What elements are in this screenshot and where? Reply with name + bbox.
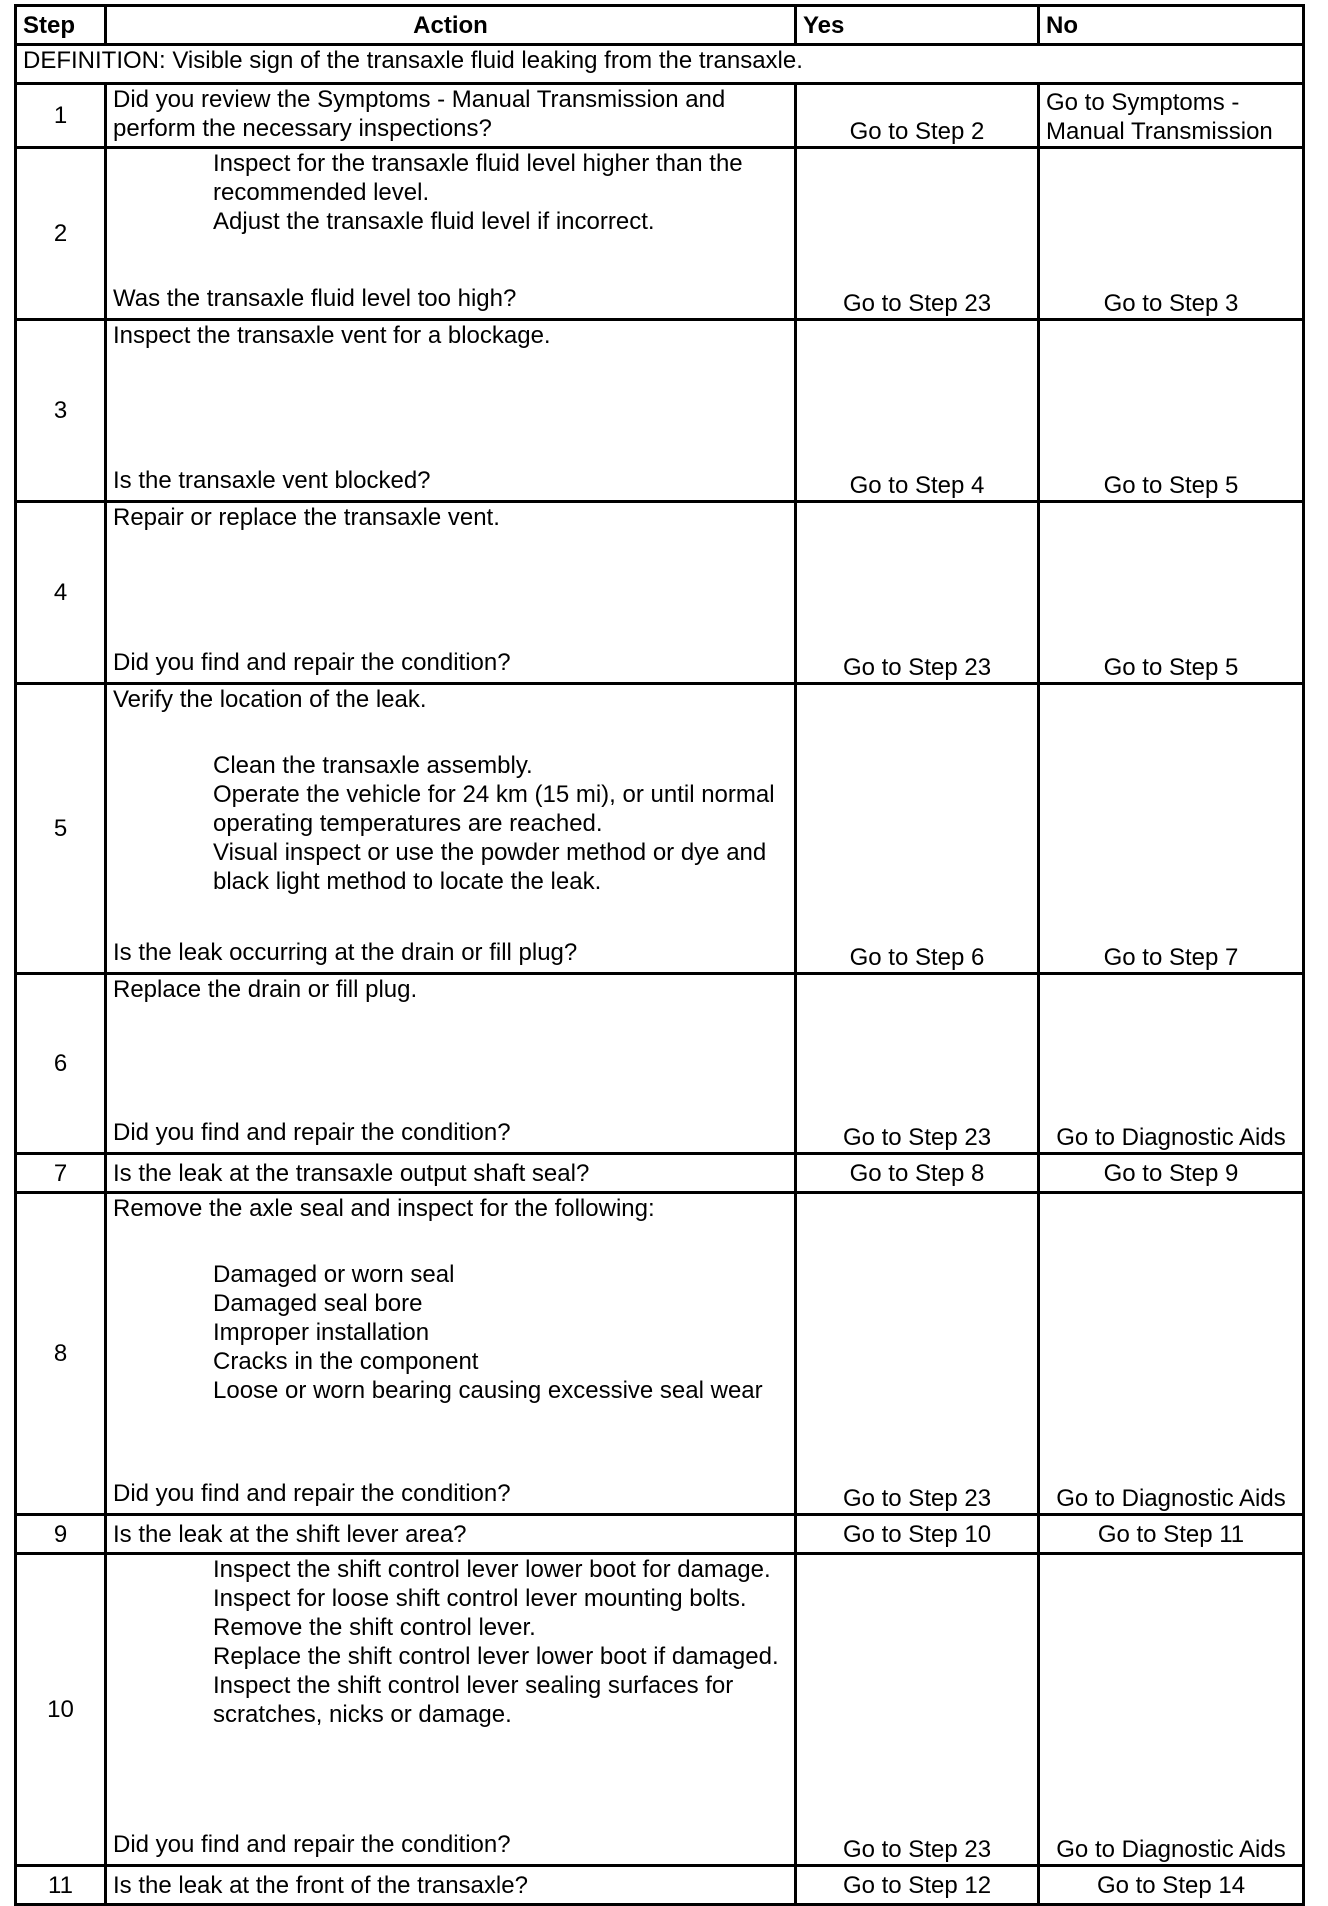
header-no: No: [1039, 6, 1304, 45]
definition-row: [16, 45, 1304, 84]
action-question: Is the leak at the front of the transaxle?: [106, 1866, 796, 1905]
action-cell: [106, 148, 796, 320]
no-cell: Go to Step 3: [1039, 148, 1304, 320]
action-question: Is the leak at the transaxle output shaft seal?: [106, 1154, 796, 1193]
action-item: Damaged or worn seal: [213, 1261, 455, 1288]
no-cell: Go to Step 9: [1039, 1154, 1304, 1193]
action-intro: Verify the location of the leak.: [113, 686, 427, 713]
yes-cell: Go to Step 10: [796, 1515, 1039, 1554]
no-cell: Go to Step 14: [1039, 1866, 1304, 1905]
step-number: 1: [16, 84, 106, 148]
no-cell: Go to Step 7: [1039, 684, 1304, 974]
definition-text: DEFINITION: Visible sign of the transaxle fluid leaking from the transaxle.: [16, 45, 1304, 84]
step-number: 7: [16, 1154, 106, 1193]
yes-cell: Go to Step 6: [796, 684, 1039, 974]
step-number: 10: [16, 1554, 106, 1866]
no-cell: Go to Diagnostic Aids: [1039, 974, 1304, 1154]
action-question: Is the leak occurring at the drain or fill plug?: [113, 939, 578, 966]
step-number: 3: [16, 320, 106, 502]
no-cell: Go to Step 5: [1039, 502, 1304, 684]
action-intro: Repair or replace the transaxle vent.: [113, 504, 500, 531]
yes-cell: Go to Step 23: [796, 502, 1039, 684]
action-item: Replace the shift control lever lower boot if damaged.: [213, 1643, 779, 1670]
step-number: 2: [16, 148, 106, 320]
header-step: Step: [16, 6, 106, 45]
yes-cell: Go to Step 23: [796, 148, 1039, 320]
action-question: Did you find and repair the condition?: [113, 1119, 511, 1146]
action-cell: [106, 320, 796, 502]
action-question: Did you find and repair the condition?: [113, 649, 511, 676]
step-number: 8: [16, 1193, 106, 1515]
action-cell: [106, 1554, 796, 1866]
no-cell: Go to Diagnostic Aids: [1039, 1193, 1304, 1515]
yes-cell: Go to Step 12: [796, 1866, 1039, 1905]
diagnostic-table: [14, 4, 1305, 1906]
action-cell: [106, 1193, 796, 1515]
step-number: 11: [16, 1866, 106, 1905]
action-cell: Did you review the Symptoms - Manual Transmission and perform the necessary inspections?: [106, 84, 796, 148]
table-row: [16, 1154, 1304, 1193]
table-row: [16, 320, 1304, 502]
header-action: Action: [106, 6, 796, 45]
yes-cell: Go to Step 4: [796, 320, 1039, 502]
action-item: Inspect for the transaxle fluid level higher than the recommended level.: [213, 150, 743, 206]
action-cell: [106, 974, 796, 1154]
yes-cell: Go to Step 23: [796, 1193, 1039, 1515]
yes-cell: Go to Step 8: [796, 1154, 1039, 1193]
table-row: [16, 974, 1304, 1154]
action-cell: [106, 684, 796, 974]
action-item: Adjust the transaxle fluid level if incorrect.: [213, 208, 655, 235]
yes-cell: Go to Step 23: [796, 1554, 1039, 1866]
table-row: [16, 1515, 1304, 1554]
header-yes: Yes: [796, 6, 1039, 45]
table-row: [16, 148, 1304, 320]
action-item: Operate the vehicle for 24 km (15 mi), or until normal operating temperatures are reached.: [213, 781, 775, 837]
no-cell: Go to Symptoms - Manual Transmission: [1039, 84, 1304, 148]
action-cell: [106, 502, 796, 684]
yes-cell: Go to Step 2: [796, 84, 1039, 148]
action-item: Damaged seal bore: [213, 1290, 423, 1317]
action-item: Remove the shift control lever.: [213, 1614, 536, 1641]
action-item: Inspect for loose shift control lever mounting bolts.: [213, 1585, 747, 1612]
header-row: [16, 6, 1304, 45]
action-item: Improper installation: [213, 1319, 430, 1346]
action-question: Did you find and repair the condition?: [113, 1831, 511, 1858]
no-cell: Go to Step 5: [1039, 320, 1304, 502]
action-question: Is the leak at the shift lever area?: [106, 1515, 796, 1554]
action-intro: Inspect the transaxle vent for a blockage.: [113, 322, 551, 349]
no-cell: Go to Step 11: [1039, 1515, 1304, 1554]
step-number: 4: [16, 502, 106, 684]
action-item: Loose or worn bearing causing excessive seal wear: [213, 1377, 763, 1404]
table-row: [16, 684, 1304, 974]
action-item: Inspect the shift control lever sealing surfaces for scratches, nicks or damage.: [213, 1672, 734, 1728]
table-row: [16, 84, 1304, 148]
no-cell: Go to Diagnostic Aids: [1039, 1554, 1304, 1866]
action-question: Did you find and repair the condition?: [113, 1480, 511, 1507]
step-number: 6: [16, 974, 106, 1154]
table-row: [16, 1866, 1304, 1905]
action-question: Is the transaxle vent blocked?: [113, 467, 431, 494]
step-number: 5: [16, 684, 106, 974]
yes-cell: Go to Step 23: [796, 974, 1039, 1154]
step-number: 9: [16, 1515, 106, 1554]
action-question: Was the transaxle fluid level too high?: [113, 285, 517, 312]
action-intro: Remove the axle seal and inspect for the following:: [113, 1195, 655, 1222]
action-item: Visual inspect or use the powder method or dye and black light method to locate the leak.: [213, 839, 767, 895]
table-row: [16, 1193, 1304, 1515]
action-intro: Replace the drain or fill plug.: [113, 976, 418, 1003]
action-item: Inspect the shift control lever lower boot for damage.: [213, 1556, 771, 1583]
action-item: Clean the transaxle assembly.: [213, 752, 533, 779]
table-row: [16, 1554, 1304, 1866]
action-item: Cracks in the component: [213, 1348, 479, 1375]
table-row: [16, 502, 1304, 684]
